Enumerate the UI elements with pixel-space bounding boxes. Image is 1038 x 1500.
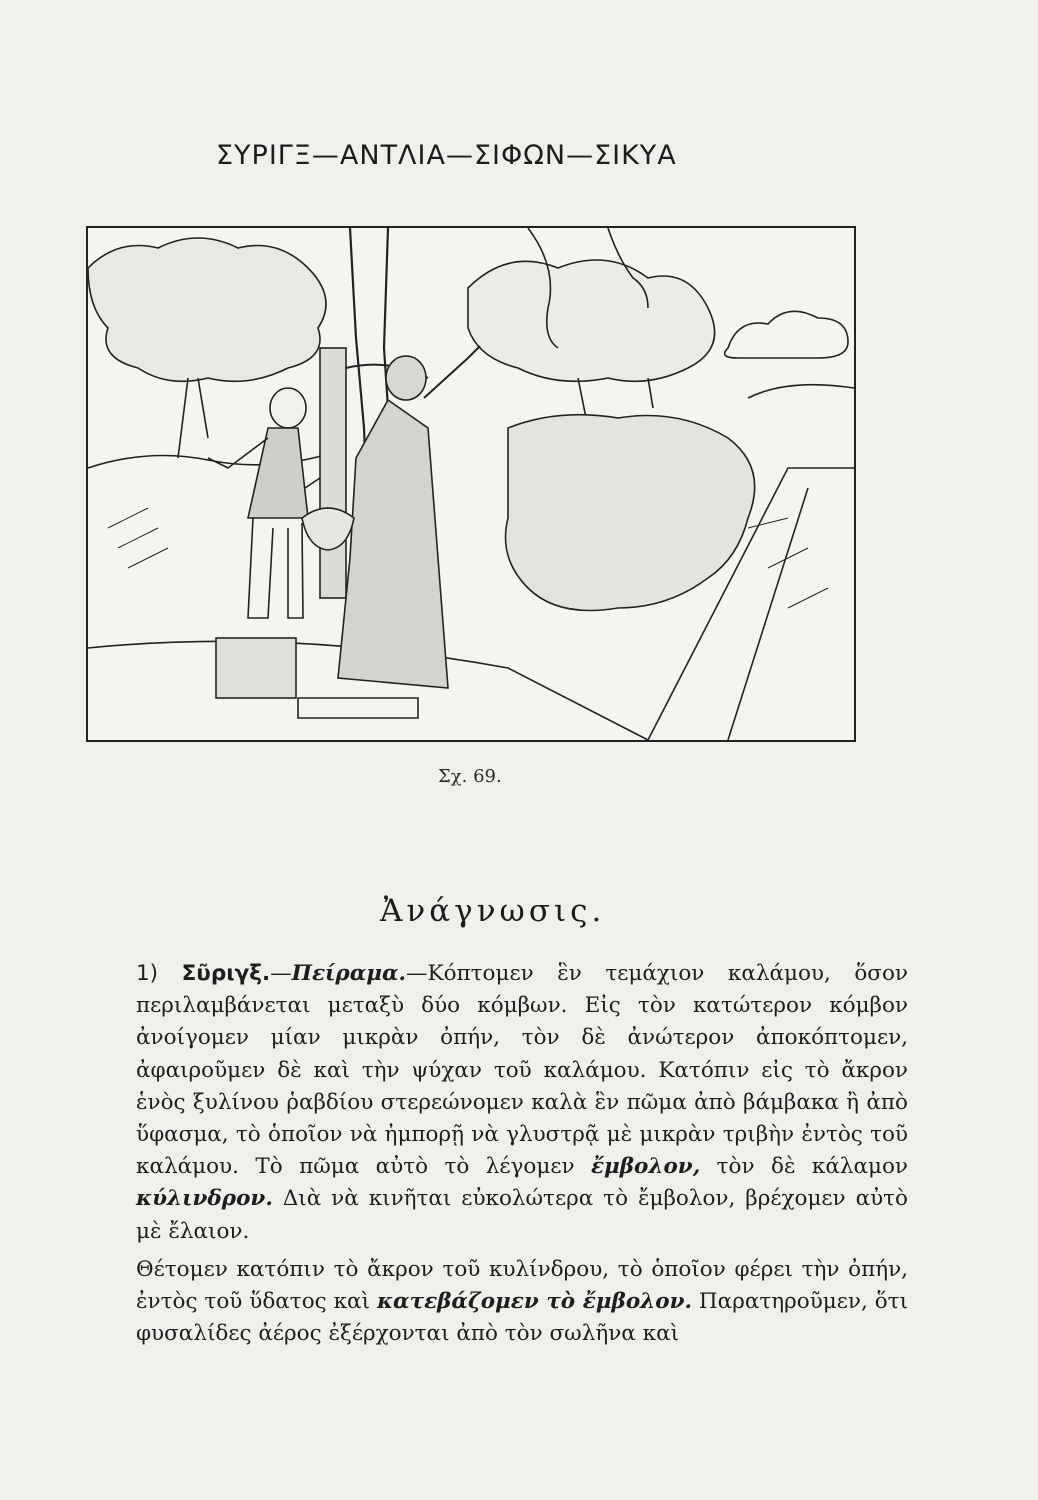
paragraph-1 — [108, 958, 908, 1248]
paragraph-1-text-a: —Κόπτομεν ἓν τεμάχιον καλάμου, ὅσον περιλαμβάνεται μεταξὺ δύο κόμβων. Εἰς τὸν κατώτερον κόμβον ἀνοίγομεν μίαν μικρὰν ὀπήν, τὸν δὲ ἀνώτερον ἀποκόπτομεν, ἀφαιροῦμεν δὲ καὶ τὴν ψύχαν τοῦ καλάμου. Κατόπιν εἰς τὸ ἄκρον ἑνὸς ξυλίνου ῥαβδίου στερεώνομεν καλὰ ἓν πῶμα ἀπὸ βάμβακα ἢ ἀπὸ ὕφασμα, τὸ ὁποῖον νὰ ἠμπορῇ νὰ γλυστρᾷ μὲ μικρὰν τριβὴν ἐντὸς τοῦ καλάμου. Τὸ πῶμα αὐτὸ τὸ λέγομεν — [136, 961, 908, 1180]
paragraph-2-text-a: Θέτομεν κατόπιν τὸ ἄκρον τοῦ κυλίνδρου, τὸ ὁποῖον φέρει τὴν ὀπήν, ἐντὸς τοῦ ὕδατος καὶ — [136, 1256, 908, 1315]
drain-grate — [298, 698, 418, 718]
bush — [506, 415, 755, 611]
emphasis-lower-piston: κατεβάζομεν τὸ ἔμβολον. — [376, 1289, 692, 1315]
left-tree-trunk — [178, 378, 208, 458]
pump-column — [320, 348, 346, 598]
figure-caption: Σχ. 69. — [438, 766, 502, 787]
illustration-figure — [86, 226, 856, 742]
woman-dress — [338, 400, 448, 688]
hill-line-right — [748, 385, 854, 398]
term-piston: ἔμβολον, — [590, 1154, 701, 1180]
paragraph-2 — [108, 1254, 908, 1351]
paragraph-1-text-b: τὸν δὲ κάλαμον — [700, 1154, 908, 1180]
woman-head — [386, 356, 426, 400]
boy-body — [248, 428, 308, 518]
body-text — [108, 958, 908, 1350]
term-syrinx: Σῦριγξ. — [181, 961, 271, 986]
cloud — [725, 311, 848, 358]
boy-head — [270, 388, 306, 428]
term-cylinder: κύλινδρον. — [136, 1186, 273, 1212]
dash: — — [270, 961, 292, 986]
boy-legs — [248, 518, 303, 618]
right-tree-canopy — [468, 260, 715, 381]
woman-arm-raised — [424, 346, 480, 398]
paragraph-number: 1) — [136, 961, 159, 986]
label-experiment: Πείραμα. — [291, 961, 407, 986]
pump-scene-drawing — [88, 228, 854, 740]
left-tree-canopy — [88, 238, 326, 381]
page-title: ΣΥΡΙΓΞ—ΑΝΤΛΙΑ—ΣΙΦΩΝ—ΣΙΚΥΑ — [216, 140, 677, 171]
section-heading: Ἀνάγνωσις. — [380, 893, 606, 929]
step-block — [216, 638, 296, 698]
paragraph-2-text-b: Παρατηροῦμεν, ὅτι φυσαλίδες ἀέρος ἐξέρχονται ἀπὸ τὸν σωλῆνα καὶ — [136, 1289, 908, 1347]
paragraph-1-text-c: Διὰ νὰ κινῆται εὐκολώτερα τὸ ἔμβολον, βρέχομεν αὐτὸ μὲ ἔλαιον. — [136, 1186, 908, 1244]
